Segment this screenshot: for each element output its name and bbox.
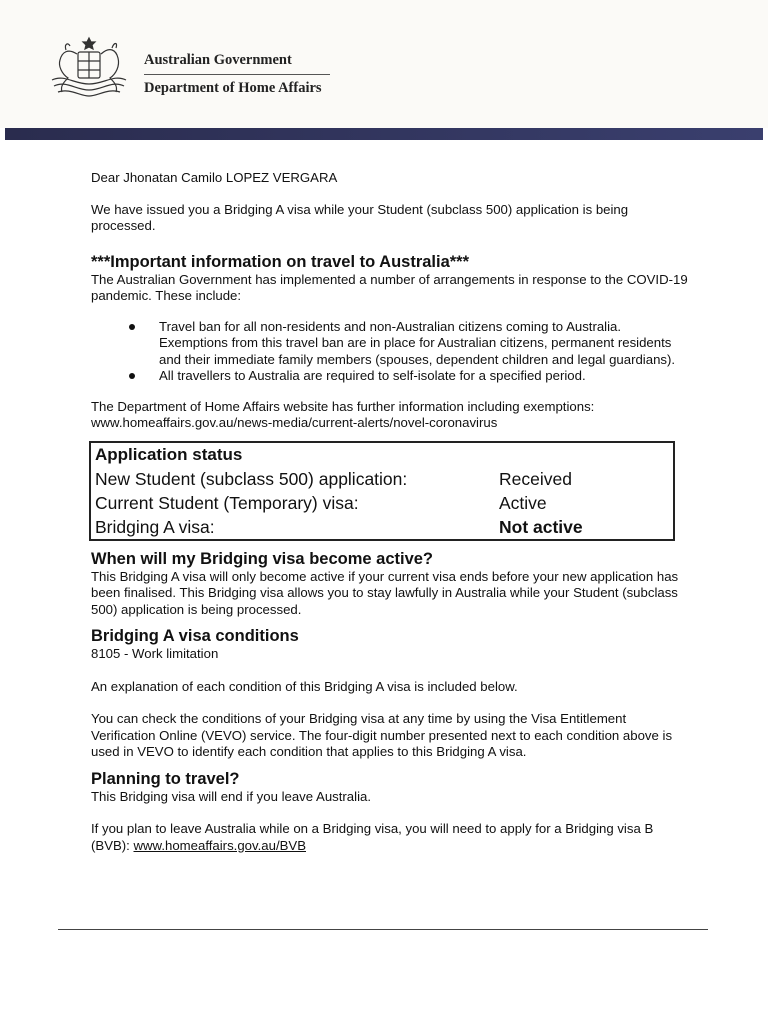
- table-row: [90, 515, 674, 540]
- status-value: Not active: [499, 516, 583, 537]
- travel-line: This Bridging visa will end if you leave Australia.: [91, 788, 372, 804]
- department-name: Department of Home Affairs: [144, 80, 322, 96]
- table-header-row: [90, 442, 674, 467]
- letterhead-divider: [144, 74, 330, 75]
- coronavirus-url: www.homeaffairs.gov.au/news-media/current-alerts/novel-coronavirus: [91, 415, 498, 430]
- important-heading: ***Important information on travel to Australia***: [91, 252, 470, 271]
- active-heading: When will my Bridging visa become active?: [91, 549, 434, 568]
- status-label: New Student (subclass 500) application:: [95, 468, 408, 489]
- bullet-icon: [129, 324, 135, 330]
- website-info: [91, 399, 691, 432]
- status-label: Bridging A visa:: [95, 516, 215, 537]
- bvb-info: [91, 821, 691, 854]
- government-name: Australian Government: [144, 52, 292, 68]
- application-status-table: [89, 441, 675, 541]
- issued-notice: We have issued you a Bridging A visa while your Student (subclass 500) application is being processed.: [91, 201, 629, 233]
- vevo-info: You can check the conditions of your Bridging visa at any time by using the Visa Entitlement Verification Online (VEVO) service. The four-digit number presented next to each condition above is used in VEVO to identify each condition that applies to this Bridging A visa.: [91, 711, 673, 759]
- table-heading: Application status: [95, 444, 243, 464]
- covid-measures-list: [91, 319, 691, 385]
- conditions-heading: Bridging A visa conditions: [91, 627, 299, 645]
- conditions-explanation: An explanation of each condition of this Bridging A visa is included below.: [91, 678, 518, 694]
- letter-body: [91, 170, 691, 854]
- list-item-text: All travellers to Australia are required to self-isolate for a specified period.: [159, 368, 586, 383]
- website-info-text: The Department of Home Affairs website has further information including exemptions:: [91, 398, 595, 414]
- gap: [91, 663, 691, 679]
- status-value: Received: [499, 468, 572, 489]
- covid-intro: The Australian Government has implemented a number of arrangements in response to the COVID-19 pandemic. These include:: [91, 271, 688, 303]
- list-item: [91, 319, 691, 369]
- gap: [91, 695, 691, 711]
- gap: [91, 805, 691, 821]
- bvb-text: If you plan to leave Australia while on a Bridging visa, you will need to apply for a Bridging visa B (BVB):: [91, 821, 654, 853]
- salutation: Dear Jhonatan Camilo LOPEZ VERGARA: [91, 170, 338, 185]
- table-row: [90, 491, 674, 515]
- gap: [91, 541, 691, 549]
- coat-of-arms-icon: [44, 34, 134, 102]
- gap: [91, 618, 691, 626]
- bullet-icon: [129, 373, 135, 379]
- list-item-text: Travel ban for all non-residents and non-Australian citizens coming to Australia. Exemptions from this travel ban are in place for Australian citizens, permanent residents and their immediate family members (spouses, dependent children and legal guardians).: [159, 318, 676, 367]
- list-item: [91, 368, 691, 385]
- table-row: [90, 467, 674, 491]
- header-bar: [5, 128, 763, 140]
- bvb-link[interactable]: www.homeaffairs.gov.au/BVB: [133, 837, 306, 853]
- condition-item: 8105 - Work limitation: [91, 646, 219, 661]
- letterhead: [0, 0, 768, 128]
- gap: [91, 761, 691, 769]
- active-body: This Bridging A visa will only become active if your current visa ends before your new application has been finalised. This Bridging visa allows you to stay lawfully in Australia while your Student (subclass 500) application is being processed.: [91, 568, 679, 617]
- status-label: Current Student (Temporary) visa:: [95, 492, 359, 513]
- travel-heading: Planning to travel?: [91, 769, 240, 788]
- footer-divider: [58, 929, 708, 930]
- status-value: Active: [499, 492, 547, 513]
